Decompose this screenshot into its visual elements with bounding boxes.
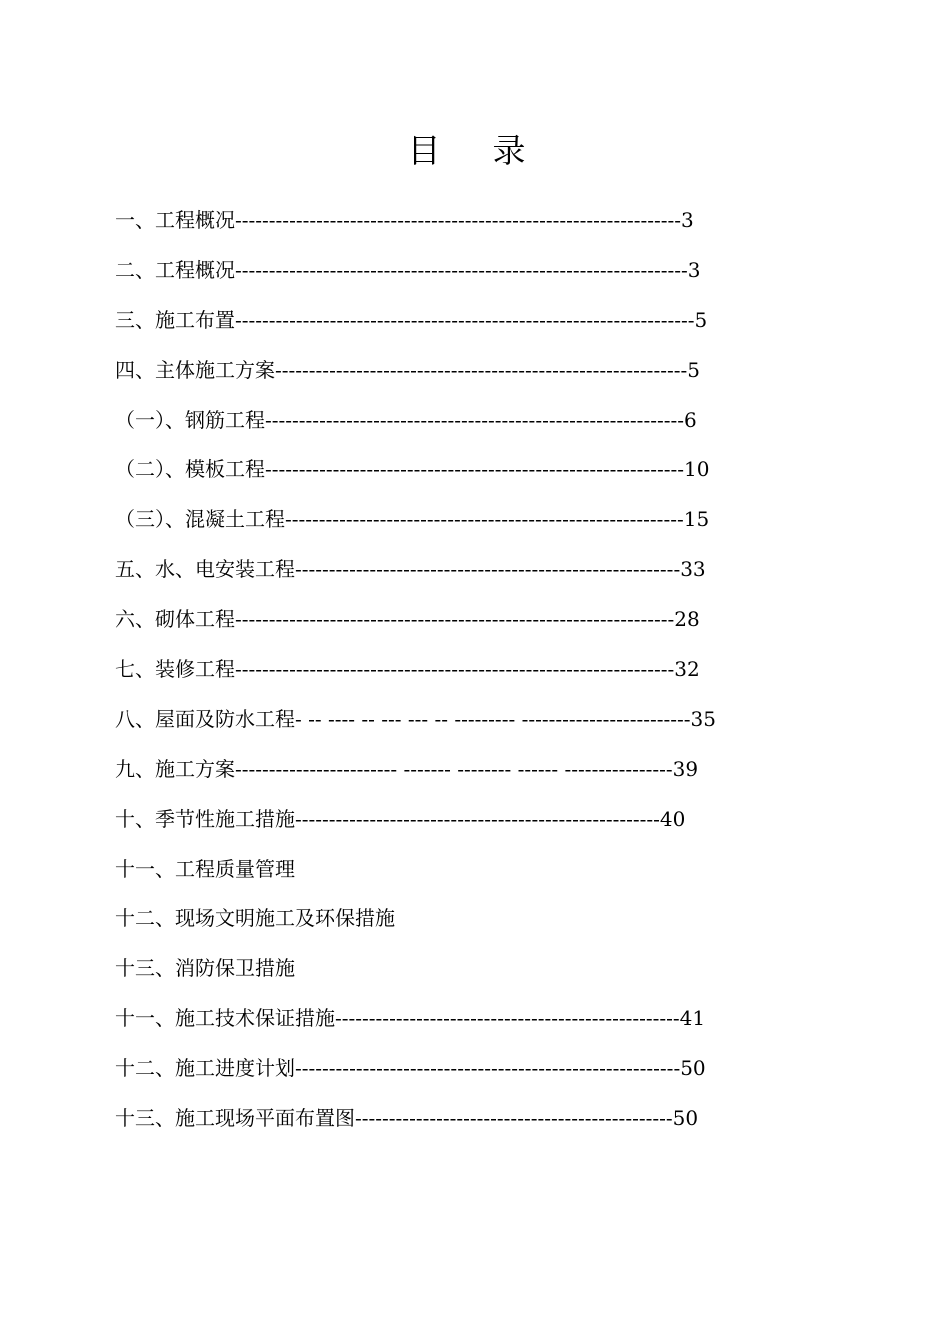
toc-entry-leader: ---------------------------------------------------------	[295, 557, 681, 582]
toc-entry-page: 6	[683, 407, 697, 432]
toc-entry-leader: --------------------------------------------------------------------	[235, 307, 695, 332]
toc-entry-page: 50	[672, 1106, 699, 1131]
toc-entry[interactable]	[115, 795, 915, 845]
toc-entry-label: 一、工程概况	[115, 208, 235, 232]
toc-entry-label: （一）、钢筋工程	[115, 407, 265, 432]
toc-entry-label: 七、装修工程	[115, 657, 235, 682]
toc-entry-label: （三）、混凝土工程	[115, 507, 285, 532]
toc-entry-page: 3	[687, 257, 701, 282]
toc-title	[0, 128, 950, 174]
toc-entry[interactable]	[115, 695, 915, 745]
toc-entry-page: 32	[674, 657, 700, 682]
toc-entry-page: 41	[679, 1006, 706, 1031]
toc-entry-page: 5	[687, 357, 700, 382]
toc-entry-label: 十二、现场文明施工及环保措施	[115, 906, 395, 931]
toc-entry[interactable]	[115, 944, 915, 994]
toc-entry-label: 十一、施工技术保证措施	[115, 1006, 335, 1031]
toc-entry[interactable]	[115, 246, 915, 296]
toc-entry-label: 六、砌体工程	[115, 607, 235, 632]
toc-entry-leader: ---------------------------------------------------	[335, 1006, 680, 1031]
toc-entry-page: 10	[683, 457, 710, 482]
toc-entry-page: 40	[659, 806, 686, 831]
toc-entry-page: 15	[683, 507, 710, 532]
toc-entry-label: 十一、工程质量管理	[115, 856, 295, 881]
toc-entry-leader: --------------------------------------------------------------	[265, 407, 684, 432]
toc-entry-leader: ------------------------ ------- -------- ------ ----------------	[235, 756, 673, 781]
toc-entry[interactable]	[115, 445, 915, 495]
toc-entry-page: 33	[680, 557, 706, 582]
toc-entry-label: 十二、施工进度计划	[115, 1056, 295, 1081]
toc-entry[interactable]	[115, 296, 915, 346]
toc-entry-leader: -----------------------------------------------------------	[285, 507, 684, 532]
toc-entry-leader: -------------------------------------------------------------	[275, 357, 688, 382]
toc-entry-label: 十三、消防保卫措施	[115, 956, 295, 981]
toc-entry[interactable]	[115, 1044, 915, 1094]
toc-entry-leader: ------------------------------------------------------	[295, 806, 660, 831]
toc-entry-label: 十、季节性施工措施	[115, 806, 295, 831]
toc-entry-leader: -----------------------------------------------------------------	[235, 607, 675, 632]
toc-entry-page: 50	[680, 1056, 706, 1081]
toc-entry[interactable]	[115, 346, 915, 396]
toc-entry[interactable]	[115, 196, 915, 246]
toc-entry-label: 十三、施工现场平面布置图	[115, 1106, 355, 1131]
toc-entry-label: 四、主体施工方案	[115, 357, 275, 382]
toc-entry-page: 3	[681, 208, 694, 232]
toc-entry-label: 三、施工布置	[115, 307, 235, 332]
toc-entry-leader: ---------------------------------------------------------	[295, 1056, 681, 1081]
toc-entry-leader: - -- ---- -- --- --- -- --------- -------------------------	[295, 706, 691, 731]
toc-entry-label: 五、水、电安装工程	[115, 557, 295, 582]
toc-entry[interactable]	[115, 994, 915, 1044]
toc-entry-leader: ------------------------------------------------------------------	[235, 208, 682, 232]
toc-entry-leader: --------------------------------------------------------------	[265, 457, 684, 482]
toc-list	[115, 196, 915, 1144]
toc-entry-page: 28	[674, 607, 700, 632]
toc-entry[interactable]	[115, 845, 915, 895]
toc-entry-leader: -------------------------------------------------------------------	[235, 257, 688, 282]
toc-entry-page: 5	[694, 307, 708, 332]
toc-entry-leader: -----------------------------------------------------------------	[235, 657, 675, 682]
toc-entry[interactable]	[115, 545, 915, 595]
toc-entry[interactable]	[115, 1094, 915, 1144]
toc-title-char-2: 录	[492, 131, 578, 170]
toc-entry-page: 35	[690, 706, 716, 731]
toc-entry[interactable]	[115, 595, 915, 645]
toc-entry[interactable]	[115, 396, 915, 446]
toc-entry-label: 八、屋面及防水工程	[115, 706, 295, 731]
toc-entry[interactable]	[115, 495, 915, 545]
toc-entry-page: 39	[672, 756, 699, 781]
toc-entry-label: 九、施工方案	[115, 756, 235, 781]
toc-entry[interactable]	[115, 745, 915, 795]
toc-entry-label: 二、工程概况	[115, 257, 235, 282]
toc-title-char-1: 目	[407, 131, 493, 170]
toc-entry[interactable]	[115, 645, 915, 695]
toc-entry-label: （二）、模板工程	[115, 457, 265, 482]
toc-entry[interactable]	[115, 894, 915, 944]
toc-entry-leader: -----------------------------------------------	[355, 1106, 673, 1131]
